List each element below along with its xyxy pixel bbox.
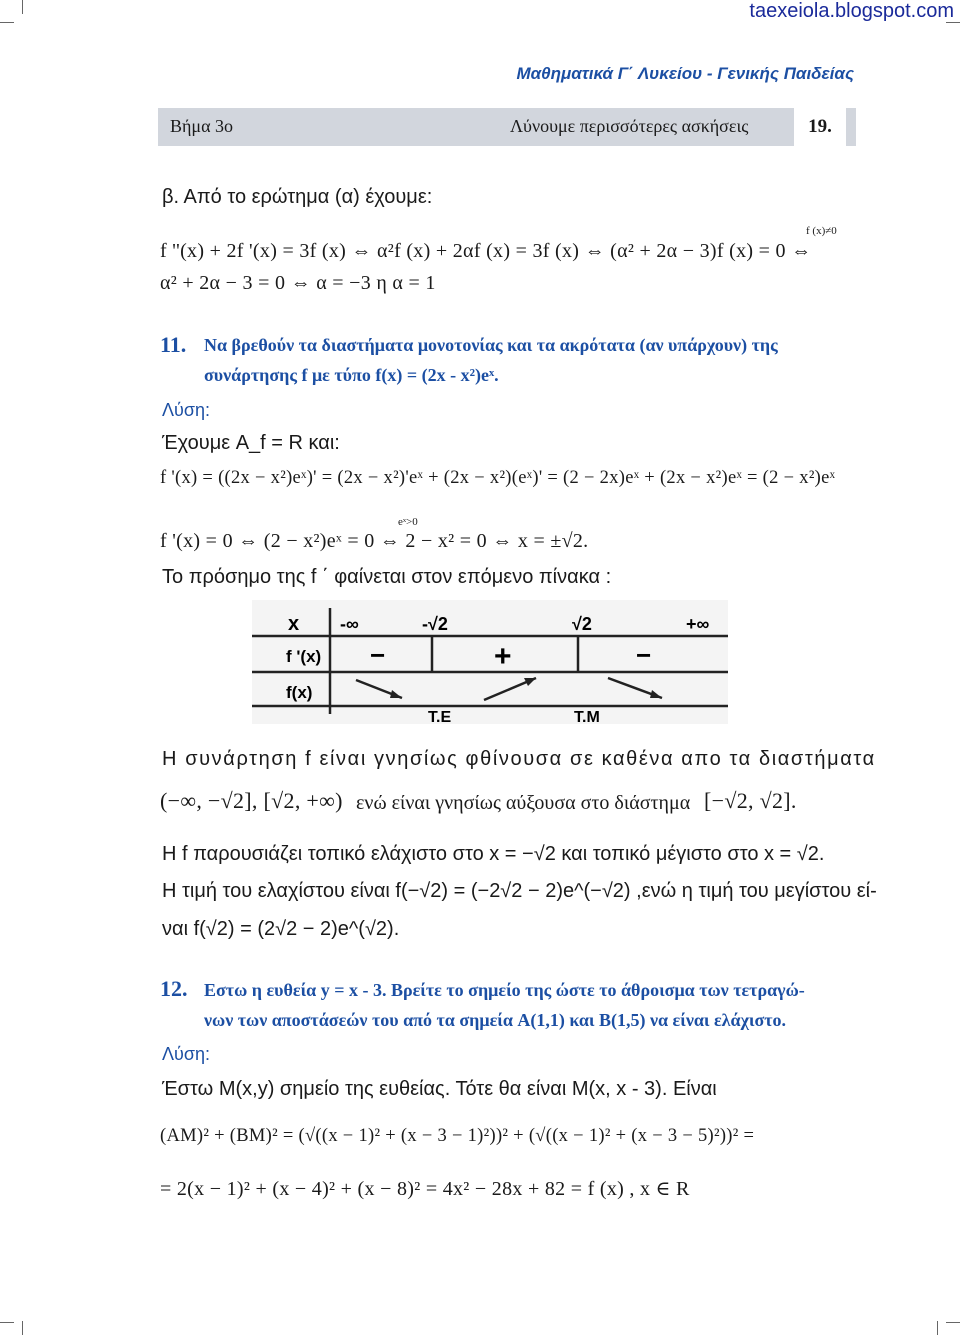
exercise-11-solution-label: Λύση: (162, 400, 210, 420)
sign-interval-2: + (494, 640, 512, 673)
crop-mark (22, 1321, 23, 1335)
point-minus-sqrt2: -√2 (422, 614, 448, 634)
exercise-12-number: 12. (160, 976, 188, 1001)
exercise-11-roots: f '(x) = 0 ⇔ (2 − x²)eˣ = 0 ⇔ 2 − x² = 0 ⇔ x = ±√2. (160, 530, 589, 552)
part-b-equation-1: f ''(x) + 2f '(x) = 3f (x) ⇔ α²f (x) + 2αf (x) = 3f (x) ⇔ (α² + 2α − 3)f (x) = 0 ⇔ (160, 240, 812, 262)
exercise-12-solution-label: Λύση: (162, 1044, 210, 1064)
book-title: Μαθηματικά Γ΄ Λυκείου - Γενικής Παιδείας (516, 64, 854, 83)
exercise-12-statement-2: νων των αποστάσεών του από τα σημεία A(1,1) και B(1,5) να είναι ελάχιστο. (204, 1010, 787, 1030)
exercise-12-equation-1: (AM)² + (BM)² = (√((x − 1)² + (x − 3 − 1)²))² + (√((x − 1)² + (x − 3 − 5)²))² = (160, 1126, 755, 1146)
crop-mark (937, 1321, 938, 1335)
monotonic-intervals-decreasing: (−∞, −√2], [√2, +∞) (160, 788, 343, 813)
row-f-label: f(x) (286, 683, 313, 702)
exercise-11-table-intro: Το πρόσημο της f ΄ φαίνεται στον επόμενο πίνακα : (162, 566, 612, 588)
exercise-11-number: 11. (160, 332, 187, 357)
max-value-text: ναι f(√2) = (2√2 − 2)e^(√2). (162, 918, 400, 940)
exercise-12-equation-2: = 2(x − 1)² + (x − 4)² + (x − 8)² = 4x² − 28x + 82 = f (x) , x ∈ R (160, 1178, 690, 1200)
part-b-equation-2: α² + 2α − 3 = 0 ⇔ α = −3 η α = 1 (160, 272, 436, 294)
row-fprime-label: f '(x) (286, 647, 322, 666)
point-sqrt2: √2 (572, 614, 592, 634)
min-value-text: Η τιμή του ελαχίστου είναι f(−√2) = (−2√2 − 2)e^(−√2) ,ενώ η τιμή του μεγίστου εί- (162, 880, 877, 902)
crop-mark (0, 22, 14, 23)
part-b-condition: f (x)≠0 (806, 225, 837, 237)
monotonic-interval-increasing: [−√2, √2]. (704, 788, 797, 813)
monotonic-text-2: ενώ είναι γνησίως αύξουσα στο διάστημα (356, 792, 691, 814)
page-number: 19. (794, 108, 846, 146)
part-b-intro: β. Από το ερώτημα (α) έχουμε: (162, 186, 433, 208)
exercise-12-statement-1: Εστω η ευθεία y = x - 3. Βρείτε το σημείο της ώστε το άθροισμα των τετραγώ- (204, 980, 805, 1000)
step-label: Βήμα 3ο (170, 116, 233, 136)
sign-table (252, 600, 728, 724)
chapter-subtitle: Λύνουμε περισσότερες ασκήσεις (510, 116, 749, 136)
exercise-11-domain: Έχουμε A_f = R και: (162, 432, 340, 454)
exercise-11-condition: eˣ>0 (398, 516, 418, 528)
sign-interval-1: − (370, 640, 386, 670)
exercise-11-statement-1: Να βρεθούν τα διαστήματα μονοτονίας και τα ακρότατα (αν υπάρχουν) της (204, 335, 778, 355)
crop-mark (946, 1322, 960, 1323)
row-x-label: x (288, 613, 300, 635)
crop-mark (22, 0, 23, 14)
point-plus-infinity: +∞ (686, 614, 710, 634)
exercise-11-derivative: f '(x) = ((2x − x²)eˣ)' = (2x − x²)'eˣ + (2x − x²)(eˣ)' = (2 − 2x)eˣ + (2x − x²)eˣ = (2 − x²)eˣ (160, 468, 836, 488)
exercise-12-line-1: Έστω Μ(x,y) σημείο της ευθείας. Τότε θα είναι Μ(x, x - 3). Είναι (162, 1078, 717, 1100)
site-link[interactable]: taexeiola.blogspot.com (749, 0, 954, 22)
local-min-label: T.E (428, 709, 452, 724)
local-max-label: T.M (574, 709, 600, 724)
crop-mark (0, 1322, 14, 1323)
chapter-header (158, 108, 856, 146)
point-minus-infinity: -∞ (340, 614, 359, 634)
exercise-11-statement-2: συνάρτησης f με τύπο f(x) = (2x - x²)eˣ. (204, 365, 499, 385)
monotonic-text-1: Η συνάρτηση f είναι γνησίως φθίνουσα σε καθένα απο τα διαστήματα (162, 748, 876, 770)
extrema-text: Η f παρουσιάζει τοπικό ελάχιστο στο x = −√2 και τοπικό μέγιστο στο x = √2. (162, 843, 825, 865)
sign-interval-3: − (636, 640, 652, 670)
